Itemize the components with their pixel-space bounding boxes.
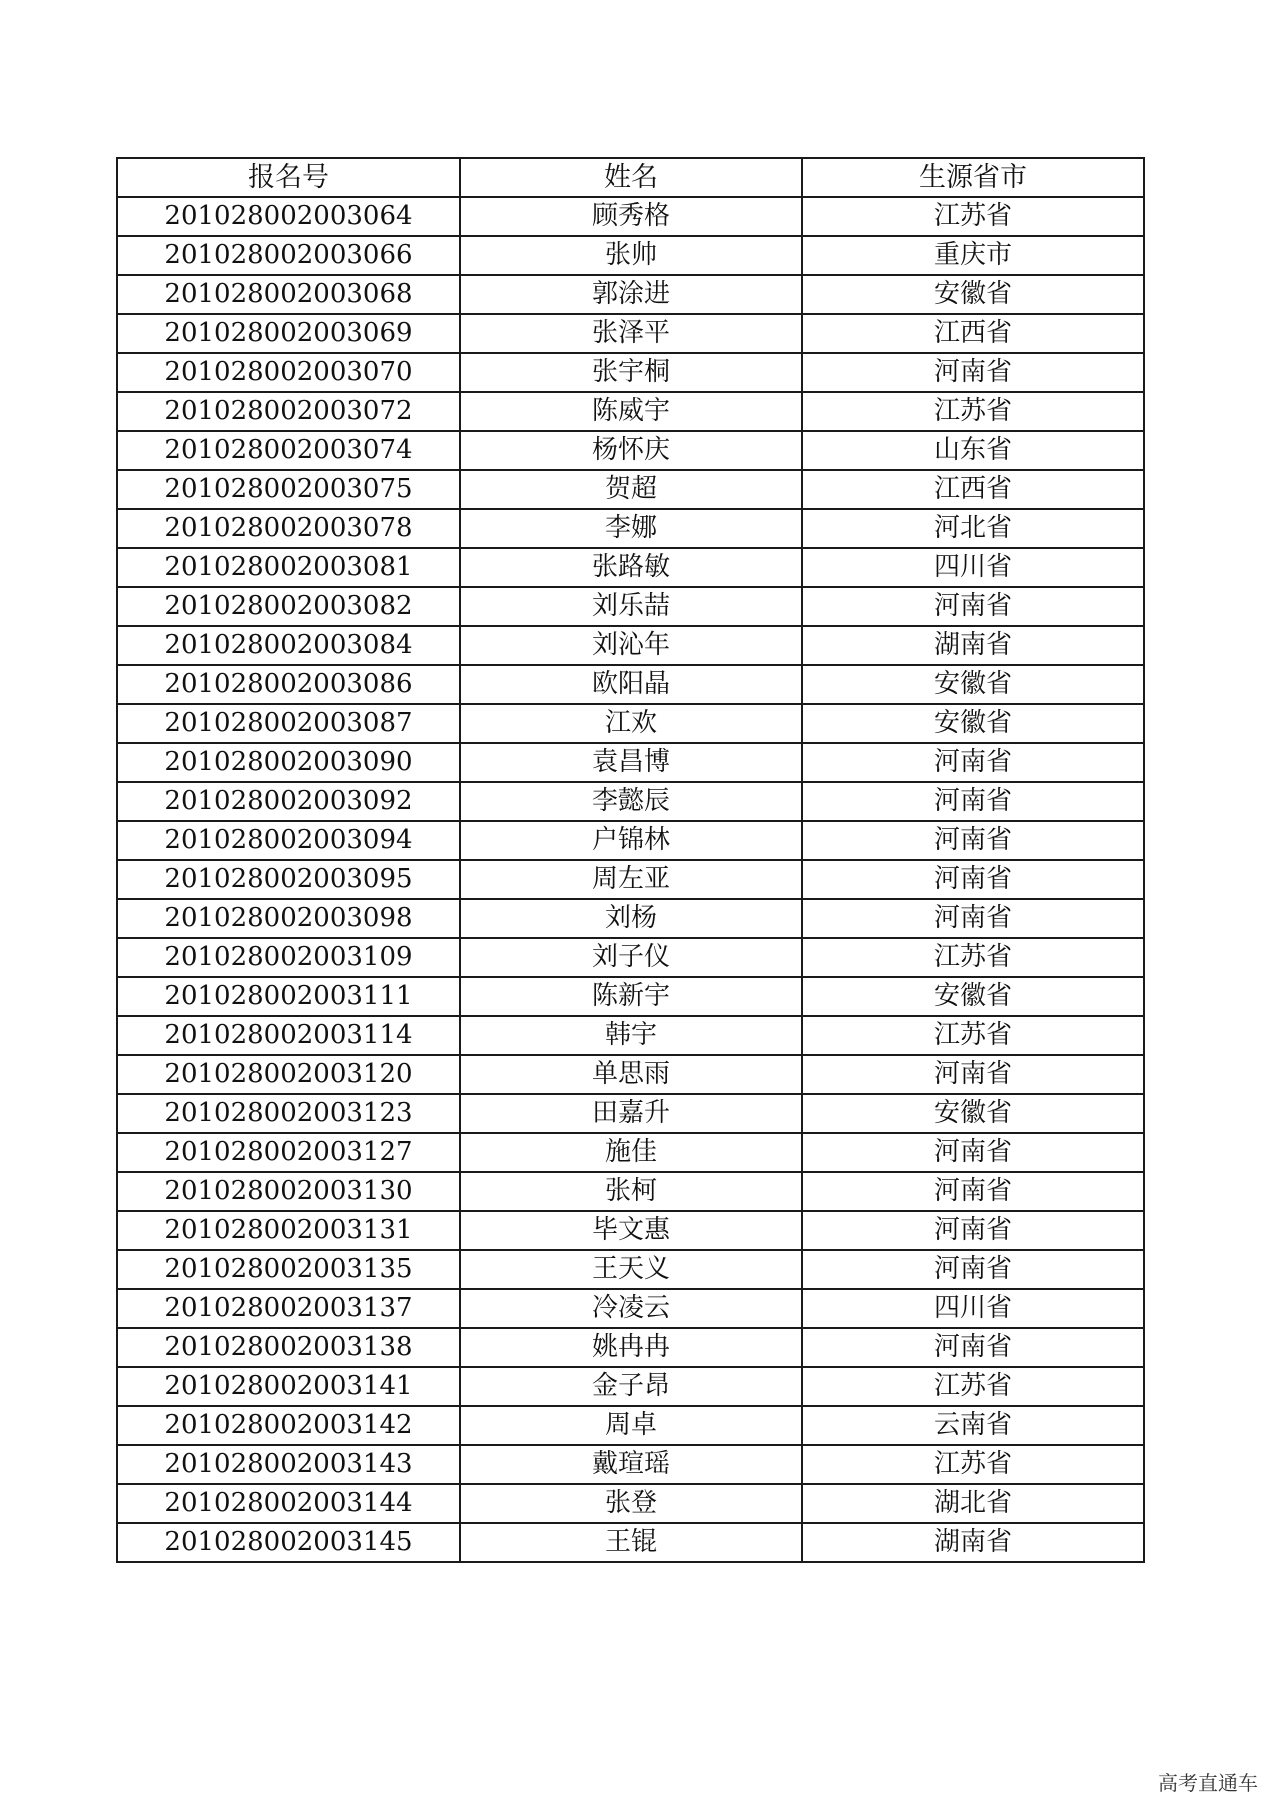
cell-name: 欧阳晶: [460, 665, 802, 704]
table-row: [117, 1367, 1144, 1406]
cell-name: 顾秀格: [460, 197, 802, 236]
cell-name: 江欢: [460, 704, 802, 743]
cell-registration-number: 201028002003078: [117, 509, 460, 548]
cell-origin-province: 河北省: [802, 509, 1144, 548]
table-row: [117, 353, 1144, 392]
cell-origin-province: 安徽省: [802, 977, 1144, 1016]
cell-registration-number: 201028002003094: [117, 821, 460, 860]
cell-origin-province: 湖北省: [802, 1484, 1144, 1523]
roster-table: [116, 157, 1145, 1563]
cell-origin-province: 河南省: [802, 899, 1144, 938]
cell-origin-province: 湖南省: [802, 1523, 1144, 1562]
table-row: [117, 1211, 1144, 1250]
cell-registration-number: 201028002003072: [117, 392, 460, 431]
cell-name: 单思雨: [460, 1055, 802, 1094]
table-row: [117, 197, 1144, 236]
cell-origin-province: 河南省: [802, 1211, 1144, 1250]
cell-registration-number: 201028002003111: [117, 977, 460, 1016]
cell-name: 张登: [460, 1484, 802, 1523]
table-row: [117, 1484, 1144, 1523]
cell-name: 张帅: [460, 236, 802, 275]
header-registration-number: 报名号: [117, 158, 460, 197]
cell-name: 冷凌云: [460, 1289, 802, 1328]
cell-name: 周左亚: [460, 860, 802, 899]
table-row: [117, 821, 1144, 860]
cell-name: 田嘉升: [460, 1094, 802, 1133]
cell-origin-province: 河南省: [802, 353, 1144, 392]
cell-origin-province: 湖南省: [802, 626, 1144, 665]
header-row: [117, 158, 1144, 197]
cell-origin-province: 江苏省: [802, 1016, 1144, 1055]
table-row: [117, 743, 1144, 782]
table-row: [117, 1328, 1144, 1367]
table-row: [117, 782, 1144, 821]
cell-name: 刘乐喆: [460, 587, 802, 626]
table-row: [117, 938, 1144, 977]
roster-table-container: [116, 157, 1143, 1563]
cell-origin-province: 江苏省: [802, 1367, 1144, 1406]
cell-name: 王锟: [460, 1523, 802, 1562]
cell-name: 张路敏: [460, 548, 802, 587]
cell-registration-number: 201028002003070: [117, 353, 460, 392]
cell-origin-province: 江苏省: [802, 1445, 1144, 1484]
cell-origin-province: 河南省: [802, 1172, 1144, 1211]
cell-registration-number: 201028002003084: [117, 626, 460, 665]
cell-origin-province: 河南省: [802, 821, 1144, 860]
table-row: [117, 392, 1144, 431]
cell-registration-number: 201028002003144: [117, 1484, 460, 1523]
cell-registration-number: 201028002003069: [117, 314, 460, 353]
cell-name: 李懿辰: [460, 782, 802, 821]
table-row: [117, 236, 1144, 275]
cell-name: 张泽平: [460, 314, 802, 353]
cell-origin-province: 四川省: [802, 1289, 1144, 1328]
cell-origin-province: 河南省: [802, 1250, 1144, 1289]
table-row: [117, 1094, 1144, 1133]
table-header: [117, 158, 1144, 197]
cell-registration-number: 201028002003075: [117, 470, 460, 509]
cell-name: 姚冉冉: [460, 1328, 802, 1367]
cell-origin-province: 河南省: [802, 860, 1144, 899]
cell-registration-number: 201028002003068: [117, 275, 460, 314]
cell-registration-number: 201028002003114: [117, 1016, 460, 1055]
cell-name: 毕文惠: [460, 1211, 802, 1250]
table-row: [117, 509, 1144, 548]
cell-registration-number: 201028002003123: [117, 1094, 460, 1133]
cell-registration-number: 201028002003081: [117, 548, 460, 587]
cell-origin-province: 云南省: [802, 1406, 1144, 1445]
table-row: [117, 977, 1144, 1016]
table-row: [117, 587, 1144, 626]
cell-origin-province: 江苏省: [802, 197, 1144, 236]
cell-registration-number: 201028002003064: [117, 197, 460, 236]
cell-origin-province: 安徽省: [802, 275, 1144, 314]
cell-registration-number: 201028002003066: [117, 236, 460, 275]
table-row: [117, 1445, 1144, 1484]
table-row: [117, 275, 1144, 314]
cell-name: 袁昌博: [460, 743, 802, 782]
cell-name: 郭涂进: [460, 275, 802, 314]
cell-origin-province: 重庆市: [802, 236, 1144, 275]
table-row: [117, 1055, 1144, 1094]
cell-registration-number: 201028002003092: [117, 782, 460, 821]
table-row: [117, 1406, 1144, 1445]
cell-name: 户锦林: [460, 821, 802, 860]
cell-registration-number: 201028002003086: [117, 665, 460, 704]
table-row: [117, 860, 1144, 899]
cell-origin-province: 山东省: [802, 431, 1144, 470]
cell-registration-number: 201028002003109: [117, 938, 460, 977]
cell-registration-number: 201028002003145: [117, 1523, 460, 1562]
cell-registration-number: 201028002003098: [117, 899, 460, 938]
cell-name: 施佳: [460, 1133, 802, 1172]
cell-name: 周卓: [460, 1406, 802, 1445]
cell-name: 戴瑄瑶: [460, 1445, 802, 1484]
cell-registration-number: 201028002003074: [117, 431, 460, 470]
table-row: [117, 1016, 1144, 1055]
cell-registration-number: 201028002003130: [117, 1172, 460, 1211]
cell-name: 李娜: [460, 509, 802, 548]
cell-origin-province: 江苏省: [802, 392, 1144, 431]
cell-name: 韩宇: [460, 1016, 802, 1055]
table-row: [117, 470, 1144, 509]
cell-registration-number: 201028002003082: [117, 587, 460, 626]
cell-registration-number: 201028002003127: [117, 1133, 460, 1172]
cell-name: 王天义: [460, 1250, 802, 1289]
cell-origin-province: 河南省: [802, 743, 1144, 782]
table-row: [117, 548, 1144, 587]
cell-name: 陈威宇: [460, 392, 802, 431]
cell-origin-province: 河南省: [802, 1328, 1144, 1367]
cell-name: 陈新宇: [460, 977, 802, 1016]
cell-origin-province: 河南省: [802, 587, 1144, 626]
cell-name: 张宇桐: [460, 353, 802, 392]
cell-name: 刘杨: [460, 899, 802, 938]
table-row: [117, 431, 1144, 470]
table-body: [117, 197, 1144, 1562]
cell-origin-province: 安徽省: [802, 665, 1144, 704]
cell-name: 刘子仪: [460, 938, 802, 977]
cell-registration-number: 201028002003120: [117, 1055, 460, 1094]
table-row: [117, 1523, 1144, 1562]
cell-origin-province: 安徽省: [802, 704, 1144, 743]
cell-origin-province: 江西省: [802, 314, 1144, 353]
cell-registration-number: 201028002003137: [117, 1289, 460, 1328]
table-row: [117, 1133, 1144, 1172]
cell-registration-number: 201028002003141: [117, 1367, 460, 1406]
cell-origin-province: 四川省: [802, 548, 1144, 587]
cell-name: 金子昂: [460, 1367, 802, 1406]
cell-origin-province: 河南省: [802, 1055, 1144, 1094]
cell-name: 贺超: [460, 470, 802, 509]
cell-origin-province: 河南省: [802, 782, 1144, 821]
cell-origin-province: 江苏省: [802, 938, 1144, 977]
cell-name: 刘沁年: [460, 626, 802, 665]
cell-name: 杨怀庆: [460, 431, 802, 470]
table-row: [117, 314, 1144, 353]
table-row: [117, 1172, 1144, 1211]
header-origin-province: 生源省市: [802, 158, 1144, 197]
table-row: [117, 626, 1144, 665]
cell-name: 张柯: [460, 1172, 802, 1211]
cell-registration-number: 201028002003142: [117, 1406, 460, 1445]
table-row: [117, 665, 1144, 704]
cell-registration-number: 201028002003095: [117, 860, 460, 899]
cell-registration-number: 201028002003138: [117, 1328, 460, 1367]
table-row: [117, 704, 1144, 743]
header-name: 姓名: [460, 158, 802, 197]
table-row: [117, 1250, 1144, 1289]
cell-registration-number: 201028002003087: [117, 704, 460, 743]
watermark-text: 高考直通车: [1158, 1771, 1258, 1795]
cell-registration-number: 201028002003131: [117, 1211, 460, 1250]
cell-registration-number: 201028002003135: [117, 1250, 460, 1289]
table-row: [117, 899, 1144, 938]
table-row: [117, 1289, 1144, 1328]
cell-origin-province: 河南省: [802, 1133, 1144, 1172]
cell-origin-province: 安徽省: [802, 1094, 1144, 1133]
cell-origin-province: 江西省: [802, 470, 1144, 509]
cell-registration-number: 201028002003143: [117, 1445, 460, 1484]
cell-registration-number: 201028002003090: [117, 743, 460, 782]
